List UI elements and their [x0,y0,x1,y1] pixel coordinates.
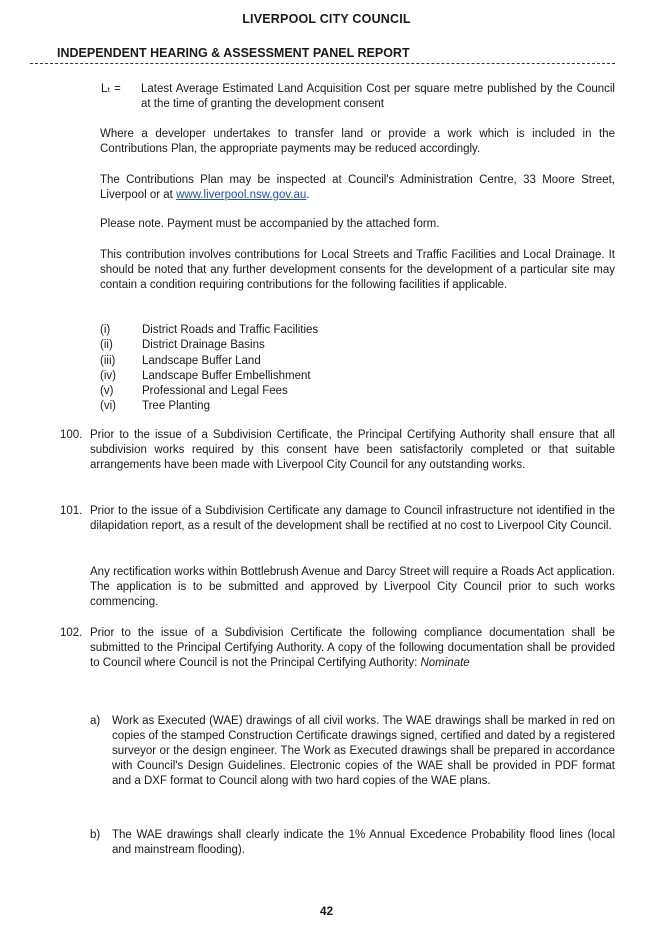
paragraph-payment-note: Please note. Payment must be accompanied by the attached form. [100,218,440,230]
lt-definition-text: Latest Average Estimated Land Acquisition Cost per square metre published by the Council at the time of granting the development consent [141,83,615,110]
list-item [100,323,318,338]
paragraph-contributions-plan-end: . [306,189,310,201]
list-item-label: District Roads and Traffic Facilities [142,324,319,336]
condition-text: Prior to the issue of a Subdivision Certificate any damage to Council infrastructure not identified in the dilapidation report, as a result of the development shall be rectified at no cost to Liverpool City Council. [90,505,615,532]
condition-number: 100. [60,429,83,441]
header-divider [30,63,615,64]
list-item [100,338,318,353]
paragraph-contributions-plan [100,173,615,203]
subitem-a [90,714,615,789]
paragraph-developer-works: Where a developer undertakes to transfer land or provide a work which is included in the Contributions Plan, the appropriate payments may be reduced accordingly. [100,128,615,155]
lt-symbol: Lₜ = [101,83,121,95]
lt-definition [101,82,615,112]
condition-100 [60,428,615,473]
list-item-label: Professional and Legal Fees [142,385,288,398]
subitem-number: a) [90,715,101,727]
facilities-list [100,323,318,415]
condition-text: Any rectification works within Bottlebrush Avenue and Darcy Street will require a Roads Act application. The application is to be submitted and approved by Liverpool City Council prior to such works commencing. [90,566,615,608]
list-item-number: (ii) [100,339,113,352]
list-item [100,369,318,384]
list-item-label: Landscape Buffer Land [142,354,261,367]
condition-number: 102. [60,627,83,639]
list-item-label: Landscape Buffer Embellishment [142,369,311,382]
subitem-number: b) [90,829,101,841]
report-title: INDEPENDENT HEARING & ASSESSMENT PANEL REPORT [57,46,410,60]
subitem-text: The WAE drawings shall clearly indicate the 1% Annual Excedence Probability flood lines (local and mainstream flooding). [112,829,615,856]
subitem-text: Work as Executed (WAE) drawings of all civil works. The WAE drawings shall be marked in red on copies of the stamped Construction Certificate drawings signed, certified and dated by a registered surveyor or the design engineer. The Work as Executed drawings shall be prepared in accordance with Council's Design Guidelines. Electronic copies of the WAE shall be provided in PDF format and a DXF format to Council along with two hard copies of the WAE plans. [112,715,615,787]
council-website-link[interactable]: www.liverpool.nsw.gov.au [176,189,307,201]
paragraph-contribution-facilities: This contribution involves contributions for Local Streets and Traffic Facilities and Local Drainage. It should be noted that any further development consents for the development of a particular site may contain a condition requiring contributions for the following facilities if applicable. [100,249,615,291]
list-item-number: (vi) [100,400,116,413]
condition-101-roads-act [60,565,615,610]
list-item-number: (iii) [100,354,116,367]
list-item-label: Tree Planting [142,400,210,413]
list-item [100,384,318,399]
condition-102 [60,626,615,671]
list-item-number: (iv) [100,369,116,382]
condition-text-body: Prior to the issue of a Subdivision Certificate the following compliance documentation shall be submitted to the Principal Certifying Authority. A copy of the following documentation shall be provided to Council where Council is not the Principal Certifying Authority: [90,627,615,669]
condition-nominate-label: Nominate [420,657,470,669]
page-number: 42 [319,904,334,918]
subitem-b [90,828,615,858]
list-item-number: (v) [100,385,114,398]
list-item-number: (i) [100,324,111,336]
council-heading: LIVERPOOL CITY COUNCIL [242,12,411,26]
list-item [100,354,318,369]
list-item [100,399,318,414]
condition-text [90,626,615,671]
condition-text: Prior to the issue of a Subdivision Certificate, the Principal Certifying Authority shall ensure that all subdivision works required by this consent have been satisfactorily completed or that suitable arrangements have been made with Liverpool City Council for any outstanding works. [90,429,615,471]
condition-101 [60,504,615,534]
paragraph-contributions-plan-text: The Contributions Plan may be inspected at Council's Administration Centre, 33 Moore Street, Liverpool or at [100,174,615,201]
list-item-label: District Drainage Basins [142,339,265,352]
condition-number: 101. [60,505,83,517]
